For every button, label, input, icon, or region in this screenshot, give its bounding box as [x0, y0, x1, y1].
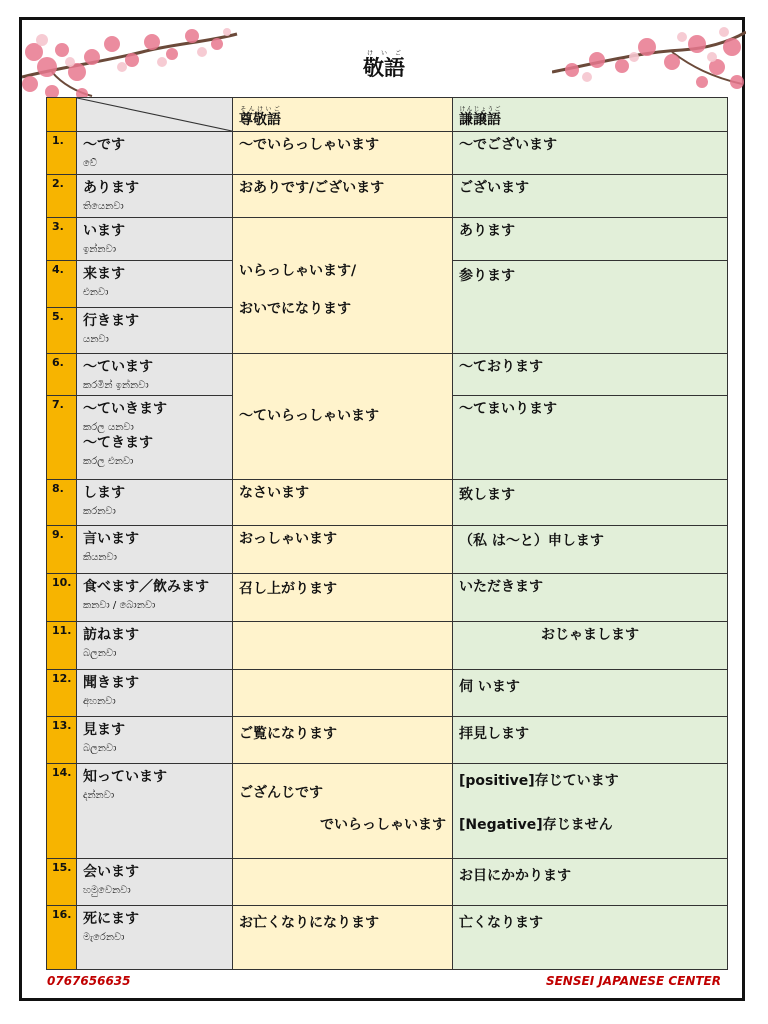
verb-cell — [77, 480, 233, 526]
sonkeigo-cell — [233, 574, 453, 622]
row-number: 5. — [47, 308, 77, 354]
verb-cell — [77, 308, 233, 354]
table-row — [47, 670, 728, 717]
kenjougo-cell — [453, 354, 728, 396]
kenjougo-cell — [453, 396, 728, 480]
verb-cell — [77, 526, 233, 574]
row-number: 14. — [47, 764, 77, 859]
kenjougo-cell — [453, 261, 728, 354]
table-row — [47, 132, 728, 175]
kenjougo-text: 致します — [459, 487, 515, 503]
table-row — [47, 574, 728, 622]
kenjougo-cell — [453, 526, 728, 574]
verb-cell — [77, 859, 233, 906]
row-number: 9. — [47, 526, 77, 574]
verb-cell — [77, 354, 233, 396]
row-number: 2. — [47, 175, 77, 218]
verb-sinhala: වේ — [83, 158, 97, 170]
page-title — [0, 50, 768, 82]
sonkeigo-cell — [233, 717, 453, 764]
kenjougo-text: おじゃまします — [541, 627, 639, 643]
row-number: 12. — [47, 670, 77, 717]
row-number: 16. — [47, 906, 77, 970]
verb-cell — [77, 574, 233, 622]
table-row — [47, 717, 728, 764]
sonkeigo-text: おっしゃいます — [239, 531, 337, 547]
kenjougo-text: 拝見します — [459, 726, 529, 742]
table-row — [47, 480, 728, 526]
verb-cell — [77, 396, 233, 480]
table-row — [47, 764, 728, 859]
row-number: 7. — [47, 396, 77, 480]
kenjougo-text: お目にかかります — [459, 868, 571, 884]
sonkeigo-cell — [233, 670, 453, 717]
verb-sinhala: බලනවා — [83, 648, 117, 660]
sonkeigo-merged-cell — [233, 218, 453, 354]
sonkeigo-text: ござんじです — [239, 785, 323, 801]
kenjougo-cell — [453, 859, 728, 906]
header-sonkeigo — [233, 98, 453, 132]
kenjougo-cell — [453, 574, 728, 622]
header-kenjougo — [453, 98, 728, 132]
verb-jp: 言います — [83, 531, 139, 547]
title-ruby: けいご — [363, 50, 405, 57]
title-text: 敬語 — [363, 56, 405, 80]
header-corner — [47, 98, 77, 132]
verb-sinhala: දන්නවා — [83, 790, 115, 802]
kenjougo-cell — [453, 132, 728, 175]
sonkeigo-cell — [233, 859, 453, 906]
verb-cell — [77, 906, 233, 970]
sonkeigo-text: でいらっしゃいます — [320, 817, 446, 834]
verb-cell — [77, 175, 233, 218]
verb-sinhala: යනවා — [83, 334, 109, 346]
sonkeigo-text — [239, 859, 446, 869]
kenjougo-text: 〜てまいります — [459, 401, 557, 417]
keigo-table — [46, 97, 728, 970]
verb-sinhala: එනවා — [83, 287, 109, 299]
kenjougo-cell — [453, 175, 728, 218]
header-kenjougo-text: 謙譲語 — [459, 111, 501, 128]
table-row — [47, 622, 728, 670]
sonkeigo-cell — [233, 764, 453, 859]
sonkeigo-text: ご覧になります — [239, 726, 337, 742]
verb-jp: 〜ています — [83, 359, 153, 375]
verb-cell — [77, 622, 233, 670]
row-number: 8. — [47, 480, 77, 526]
table-row — [47, 354, 728, 396]
kenjougo-text: 伺 います — [459, 679, 520, 695]
verb-jp: 〜てきます — [83, 435, 153, 452]
kenjougo-text: 亡くなります — [459, 915, 543, 931]
sonkeigo-text: おいでになります — [239, 301, 351, 318]
kenjougo-cell — [453, 670, 728, 717]
verb-sinhala: බලනවා — [83, 743, 117, 755]
verb-sinhala: කියනවා — [83, 552, 117, 564]
kenjougo-cell — [453, 717, 728, 764]
verb-cell — [77, 670, 233, 717]
sonkeigo-text: おありです/ございます — [239, 180, 385, 196]
row-number: 11. — [47, 622, 77, 670]
footer-phone: 0767656635 — [47, 974, 131, 988]
sonkeigo-cell — [233, 906, 453, 970]
row-number: 15. — [47, 859, 77, 906]
verb-jp: 訪ねます — [83, 627, 139, 643]
kenjougo-text: 参ります — [459, 268, 515, 284]
table-row — [47, 175, 728, 218]
verb-sinhala: අහනවා — [83, 696, 116, 708]
verb-jp: 行きます — [83, 313, 139, 329]
verb-jp: います — [83, 223, 125, 239]
verb-cell — [77, 132, 233, 175]
verb-sinhala: කරල එනවා — [83, 456, 134, 468]
sonkeigo-text: 〜ていらっしゃいます — [239, 408, 379, 425]
sonkeigo-cell — [233, 132, 453, 175]
verb-jp: 来ます — [83, 266, 125, 282]
sonkeigo-text: お亡くなりになります — [239, 915, 379, 931]
sonkeigo-text: いらっしゃいます/ — [239, 263, 357, 279]
verb-jp: 〜です — [83, 137, 125, 153]
sonkeigo-text — [239, 670, 446, 680]
verb-sinhala: කනවා / බොනවා — [83, 600, 156, 612]
kenjougo-text: [Negative]存じません — [459, 817, 613, 834]
sonkeigo-cell — [233, 526, 453, 574]
row-number: 3. — [47, 218, 77, 261]
verb-sinhala: තියෙනවා — [83, 201, 124, 213]
kenjougo-cell — [453, 622, 728, 670]
verb-jp: 見ます — [83, 722, 125, 738]
kenjougo-cell — [453, 480, 728, 526]
sonkeigo-cell — [233, 480, 453, 526]
footer-center-name: SENSEI JAPANESE CENTER — [545, 974, 721, 988]
verb-cell — [77, 218, 233, 261]
verb-cell — [77, 261, 233, 308]
verb-sinhala: කරමින් ඉන්නවා — [83, 380, 149, 392]
verb-sinhala: හමුවෙනවා — [83, 885, 131, 897]
verb-jp: 会います — [83, 864, 139, 880]
verb-jp: します — [83, 485, 125, 501]
row-number: 10. — [47, 574, 77, 622]
table-row — [47, 218, 728, 261]
row-number: 6. — [47, 354, 77, 396]
table-header-row — [47, 98, 728, 132]
kenjougo-text: （私 は〜と）申します — [459, 533, 604, 549]
verb-sinhala: කරල යනවා — [83, 422, 134, 434]
verb-cell — [77, 717, 233, 764]
sonkeigo-text: なさいます — [239, 485, 309, 501]
kenjougo-cell — [453, 764, 728, 859]
sonkeigo-text: 召し上がります — [239, 581, 337, 597]
kenjougo-text: 〜ております — [459, 359, 543, 375]
kenjougo-text: 〜でございます — [459, 137, 557, 153]
verb-sinhala: මැරෙනවා — [83, 932, 125, 944]
verb-jp: あります — [83, 180, 139, 196]
kenjougo-text: あります — [459, 223, 515, 239]
row-number: 13. — [47, 717, 77, 764]
header-sonkeigo-ruby: そんけいご — [239, 105, 281, 113]
verb-jp: 食べます／飲みます — [83, 579, 209, 595]
row-number: 1. — [47, 132, 77, 175]
verb-sinhala: ඉන්නවා — [83, 244, 116, 256]
header-kenjougo-ruby: けんじょうご — [459, 105, 501, 113]
verb-cell — [77, 764, 233, 859]
header-diagonal-cell — [77, 98, 233, 132]
kenjougo-cell — [453, 218, 728, 261]
table-row — [47, 906, 728, 970]
sonkeigo-cell — [233, 622, 453, 670]
kenjougo-text: いただきます — [459, 579, 543, 595]
row-number: 4. — [47, 261, 77, 308]
kenjougo-text: ございます — [459, 180, 529, 196]
header-sonkeigo-text: 尊敬語 — [239, 111, 281, 128]
verb-sinhala: කරනවා — [83, 506, 116, 518]
verb-jp: 聞きます — [83, 675, 139, 691]
sonkeigo-text: 〜でいらっしゃいます — [239, 137, 379, 153]
sonkeigo-merged-cell — [233, 354, 453, 480]
verb-jp: 死にます — [83, 911, 139, 927]
table-row — [47, 526, 728, 574]
sonkeigo-cell — [233, 175, 453, 218]
sonkeigo-text — [239, 622, 446, 632]
verb-jp: 知っています — [83, 769, 167, 785]
verb-jp: 〜ていきます — [83, 401, 167, 417]
kenjougo-cell — [453, 906, 728, 970]
table-row — [47, 859, 728, 906]
kenjougo-text: [positive]存じています — [459, 773, 619, 789]
